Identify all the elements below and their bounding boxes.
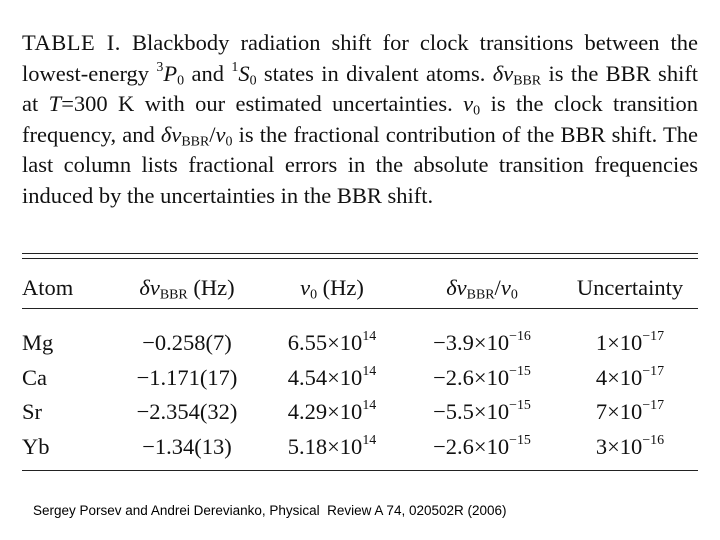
cell-frequency: $6.55\times 10^{14}$ [287, 329, 377, 356]
cell-uncertainty: $1\times 10^{-17}$ [595, 329, 665, 356]
table-caption [22, 28, 698, 211]
cell-atom: Mg [22, 330, 54, 356]
cell-uncertainty: $4\times 10^{-17}$ [595, 363, 665, 390]
header-bbr-shift: $\delta\nu_{BBR}$ (Hz) [139, 275, 235, 303]
header-atom: Atom [22, 275, 74, 300]
table-spacer [22, 306, 698, 326]
citation: Sergey Porsev and Andrei Derevianko, Physical Review A 74, 020502R (2006) [33, 503, 507, 518]
cell-fractional-shift: $-2.6\times 10^{-15}$ [433, 432, 531, 459]
state-3p0: $^3P_0$ [156, 59, 185, 88]
symbol-temperature: T=300 K with our estimated uncertainties. [48, 91, 453, 116]
cell-fractional-shift: $-2.6\times 10^{-15}$ [433, 363, 531, 390]
caption-and: and [191, 60, 224, 86]
cell-bbr-shift: −1.171(17) [136, 364, 238, 390]
cell-frequency: $5.18\times 10^{14}$ [287, 432, 377, 459]
cell-bbr-shift: −1.34(13) [142, 433, 232, 459]
header-fractional-shift: $\delta\nu_{BBR}/\nu_0$ [446, 275, 518, 303]
table-row [22, 361, 698, 396]
cell-fractional-shift: $-3.9\times 10^{-16}$ [433, 329, 531, 356]
caption-text-4: is the clock transition frequency, and [22, 91, 699, 147]
table-label: TABLE I. [22, 30, 121, 55]
symbol-fractional-shift: $\delta\nu_{BBR}/\nu_0$ [160, 121, 233, 149]
cell-bbr-shift: −0.258(7) [142, 330, 232, 356]
cell-uncertainty: $7\times 10^{-17}$ [595, 398, 665, 425]
cell-atom: Ca [22, 364, 47, 390]
symbol-delta-nu-bbr: $\delta\nu_{BBR}$ [492, 60, 542, 88]
caption-text-2: states in divalent atoms. [263, 60, 486, 86]
cell-atom: Yb [22, 433, 50, 459]
table-row [22, 395, 698, 430]
bbr-shift-table [22, 270, 698, 464]
header-frequency: $\nu_0$ (Hz) [300, 275, 364, 303]
table-header-row [22, 270, 698, 306]
caption-text-3: is the BBR shift at [22, 60, 699, 116]
cell-bbr-shift: −2.354(32) [136, 399, 238, 425]
cell-frequency: $4.54\times 10^{14}$ [287, 363, 377, 390]
state-1s0: $^1S_0$ [231, 59, 257, 88]
table-row [22, 326, 698, 361]
table-top-rule-1 [22, 253, 698, 254]
table-bottom-rule [22, 470, 698, 471]
caption-text-5: is the fractional contribution of the BBR shift. The last column lists fractional errors in the absolute transition frequencies induced by the uncertainties in the BBR shift. [22, 121, 698, 208]
cell-atom: Sr [22, 399, 43, 425]
table-top-rule-2 [22, 258, 698, 259]
cell-frequency: $4.29\times 10^{14}$ [287, 398, 377, 425]
cell-fractional-shift: $-5.5\times 10^{-15}$ [433, 398, 531, 425]
symbol-nu-0: $\nu_0$ [463, 91, 481, 119]
table-row [22, 430, 698, 465]
cell-uncertainty: $3\times 10^{-16}$ [595, 432, 665, 459]
caption-text-1: Blackbody radiation shift for clock transitions between the lowest-energy [22, 30, 699, 86]
header-uncertainty: Uncertainty [576, 275, 684, 300]
